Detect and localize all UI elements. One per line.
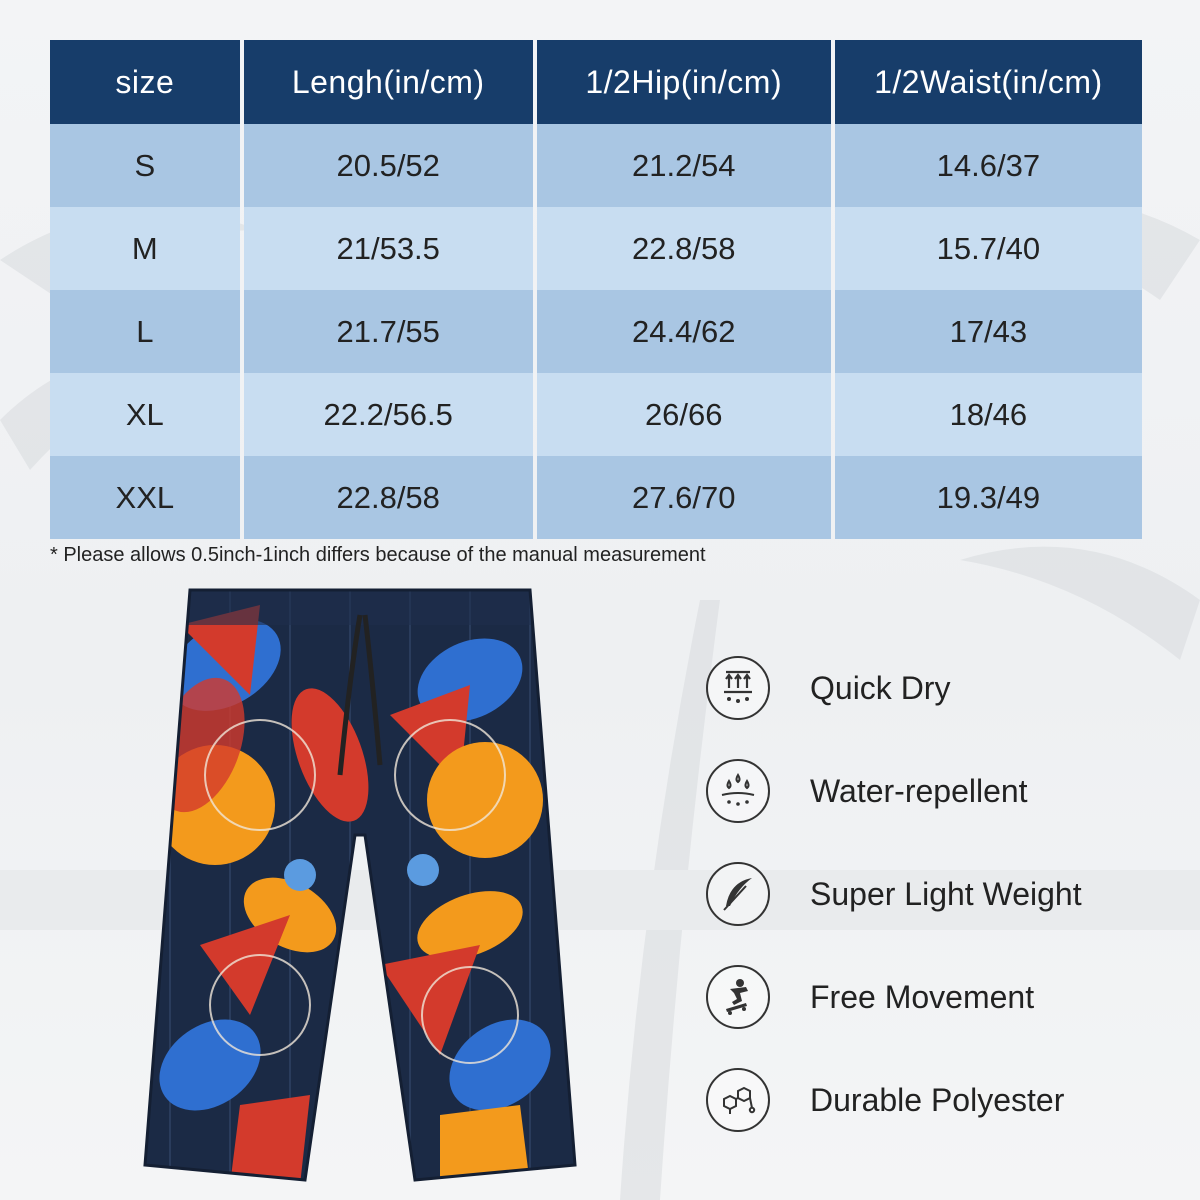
feature-label: Durable Polyester [810, 1082, 1065, 1118]
cell-size: XXL [50, 456, 240, 539]
feature-quick-dry [706, 652, 1186, 755]
cell-size: M [50, 207, 240, 290]
cell-waist: 19.3/49 [835, 456, 1142, 539]
feature-label: Water-repellent [810, 773, 1028, 809]
cell-waist: 14.6/37 [835, 124, 1142, 207]
feature-label: Free Movement [810, 979, 1035, 1015]
table-header-row [50, 40, 1142, 124]
measurement-note: * Please allows 0.5inch-1inch differs because of the manual measurement [50, 544, 706, 566]
cell-size: XL [50, 373, 240, 456]
cell-waist: 15.7/40 [835, 207, 1142, 290]
cell-length: 20.5/52 [244, 124, 533, 207]
cell-length: 21.7/55 [244, 290, 533, 373]
quick-dry-icon [706, 656, 770, 720]
feature-water-repellent [706, 755, 1186, 858]
cell-hip: 26/66 [537, 373, 831, 456]
feature-label: Quick Dry [810, 670, 951, 706]
table-row [50, 124, 1142, 207]
size-chart-table [46, 40, 1146, 539]
molecule-icon [706, 1068, 770, 1132]
feature-label: Super Light Weight [810, 876, 1082, 912]
header-size: size [50, 40, 240, 124]
cell-hip: 22.8/58 [537, 207, 831, 290]
feature-durable-polyester [706, 1064, 1186, 1167]
water-drops-icon [706, 759, 770, 823]
table-row [50, 373, 1142, 456]
feature-free-movement [706, 961, 1186, 1064]
cell-waist: 17/43 [835, 290, 1142, 373]
feather-icon [706, 862, 770, 926]
feature-super-light-weight [706, 858, 1186, 961]
product-image-shorts [140, 585, 580, 1185]
header-length: Lengh(in/cm) [244, 40, 533, 124]
table-row [50, 456, 1142, 539]
cell-hip: 24.4/62 [537, 290, 831, 373]
cell-waist: 18/46 [835, 373, 1142, 456]
cell-length: 22.2/56.5 [244, 373, 533, 456]
cell-hip: 27.6/70 [537, 456, 831, 539]
cell-length: 21/53.5 [244, 207, 533, 290]
cell-hip: 21.2/54 [537, 124, 831, 207]
cell-size: L [50, 290, 240, 373]
header-waist: 1/2Waist(in/cm) [835, 40, 1142, 124]
header-hip: 1/2Hip(in/cm) [537, 40, 831, 124]
feature-list [706, 652, 1186, 1167]
cell-length: 22.8/58 [244, 456, 533, 539]
table-row [50, 207, 1142, 290]
skateboarder-icon [706, 965, 770, 1029]
cell-size: S [50, 124, 240, 207]
table-row [50, 290, 1142, 373]
